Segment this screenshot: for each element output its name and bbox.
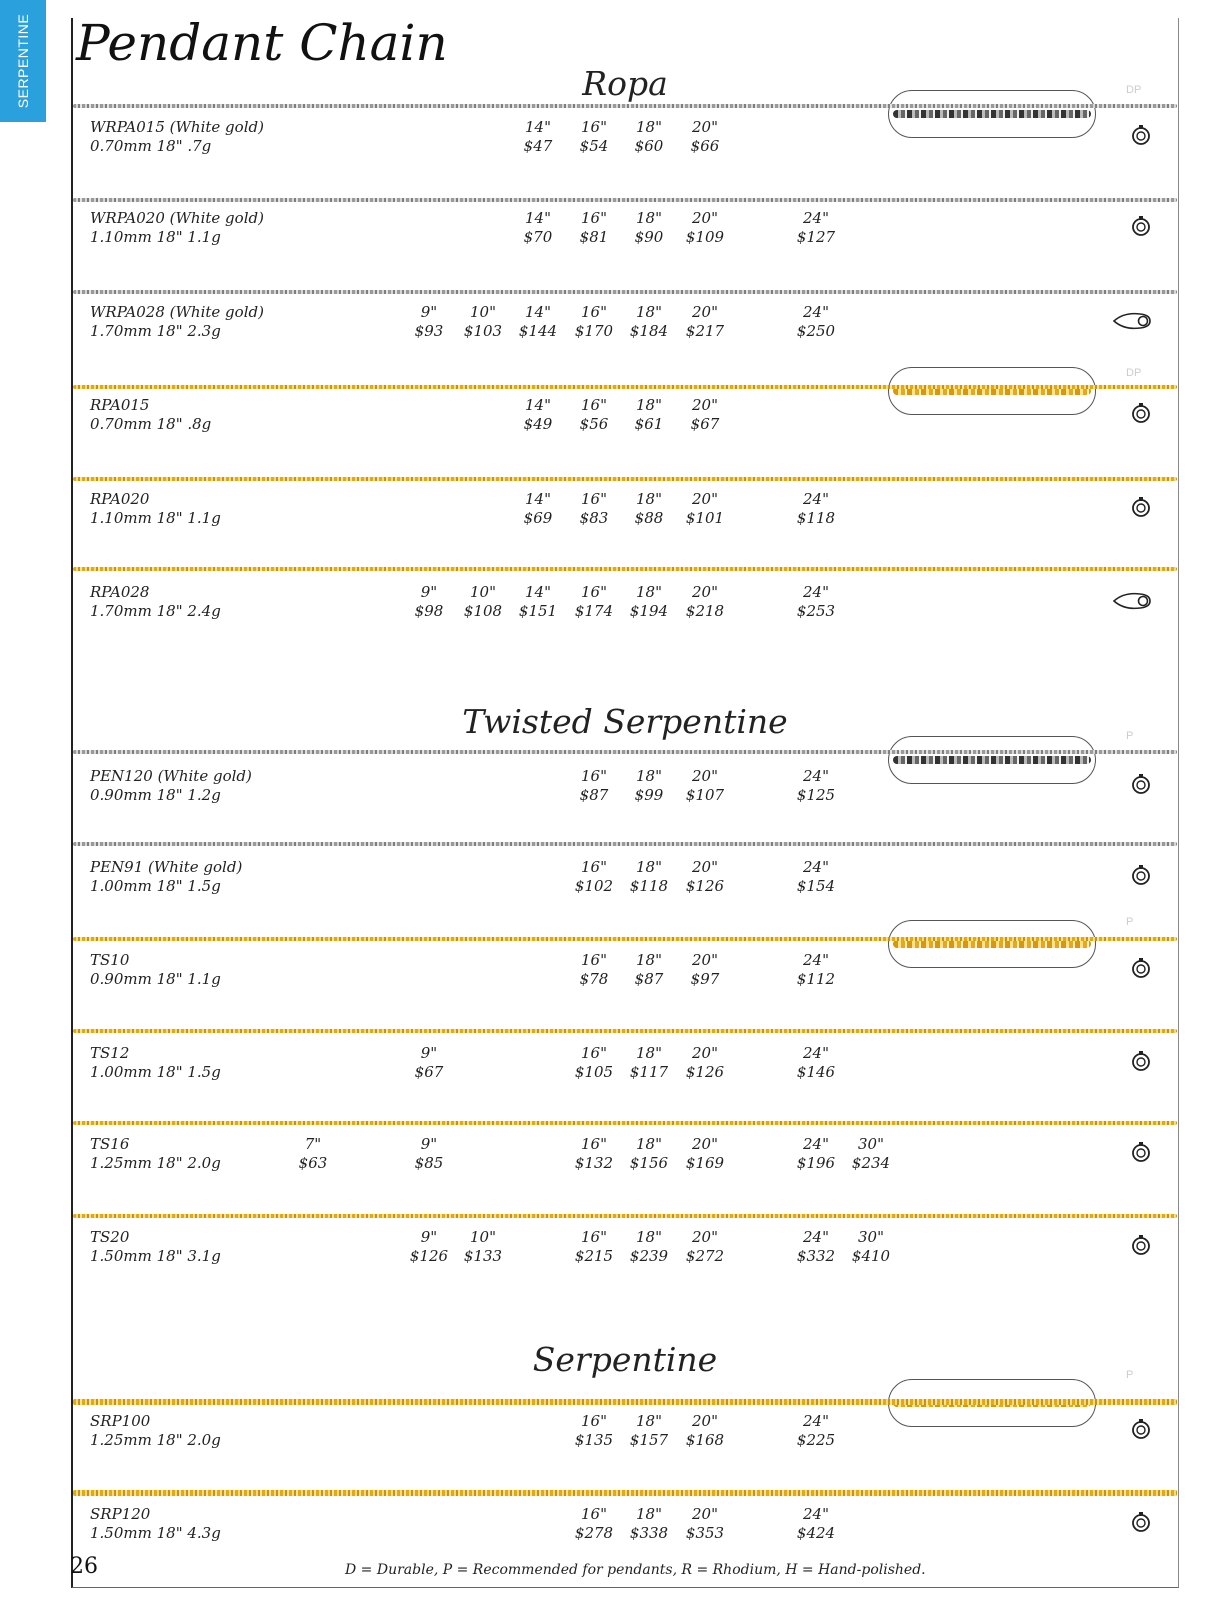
- length-label: 20": [692, 1044, 718, 1062]
- spring-ring-clasp-icon: [1130, 1511, 1152, 1533]
- price-value: $101: [685, 509, 725, 527]
- chain-line: [73, 1214, 1177, 1218]
- length-label: 9": [420, 1135, 438, 1153]
- price-value: $90: [634, 228, 664, 246]
- length-label: 18": [636, 951, 662, 969]
- length-label: 20": [692, 767, 718, 785]
- price-value: $67: [690, 415, 720, 433]
- item-code: RPA020: [90, 490, 150, 508]
- price-value: $117: [629, 1063, 669, 1081]
- price-value: $151: [518, 602, 558, 620]
- price-value: $47: [523, 137, 553, 155]
- price-value: $135: [574, 1431, 614, 1449]
- spring-ring-clasp-icon: [1130, 124, 1152, 146]
- length-label: 18": [636, 490, 662, 508]
- chain-line: [73, 1399, 1177, 1405]
- length-label: 24": [803, 1228, 829, 1246]
- length-label: 24": [803, 490, 829, 508]
- item-spec: 0.90mm 18" 1.2g: [90, 786, 221, 804]
- length-label: 10": [470, 583, 496, 601]
- price-value: $253: [796, 602, 836, 620]
- length-label: 18": [636, 858, 662, 876]
- price-value: $338: [629, 1524, 669, 1542]
- price-value: $105: [574, 1063, 614, 1081]
- length-label: 18": [636, 118, 662, 136]
- price-value: $215: [574, 1247, 614, 1265]
- length-label: 16": [581, 1135, 607, 1153]
- price-value: $83: [579, 509, 609, 527]
- length-label: 24": [803, 1505, 829, 1523]
- price-value: $93: [414, 322, 444, 340]
- length-label: 9": [420, 303, 438, 321]
- price-value: $184: [629, 322, 669, 340]
- length-label: 18": [636, 583, 662, 601]
- length-label: 18": [636, 1044, 662, 1062]
- price-value: $107: [685, 786, 725, 804]
- length-label: 9": [420, 1228, 438, 1246]
- price-value: $353: [685, 1524, 725, 1542]
- length-label: 14": [525, 490, 551, 508]
- item-code: TS10: [90, 951, 130, 969]
- spring-ring-clasp-icon: [1130, 1234, 1152, 1256]
- length-label: 24": [803, 1135, 829, 1153]
- item-spec: 1.50mm 18" 4.3g: [90, 1524, 221, 1542]
- length-label: 24": [803, 951, 829, 969]
- item-code: SRP120: [90, 1505, 151, 1523]
- price-value: $424: [796, 1524, 836, 1542]
- price-value: $85: [414, 1154, 444, 1172]
- chain-line: [73, 385, 1177, 389]
- length-label: 16": [581, 209, 607, 227]
- price-value: $118: [629, 877, 669, 895]
- length-label: 20": [692, 490, 718, 508]
- price-value: $54: [579, 137, 609, 155]
- length-label: 20": [692, 396, 718, 414]
- length-label: 7": [304, 1135, 322, 1153]
- spring-ring-clasp-icon: [1130, 1050, 1152, 1072]
- price-value: $234: [851, 1154, 891, 1172]
- length-label: 18": [636, 1412, 662, 1430]
- spring-ring-clasp-icon: [1130, 215, 1152, 237]
- price-value: $272: [685, 1247, 725, 1265]
- item-spec: 1.00mm 18" 1.5g: [90, 877, 221, 895]
- price-value: $103: [463, 322, 503, 340]
- price-value: $78: [579, 970, 609, 988]
- length-label: 20": [692, 951, 718, 969]
- length-label: 16": [581, 951, 607, 969]
- price-value: $60: [634, 137, 664, 155]
- item-spec: 1.10mm 18" 1.1g: [90, 228, 221, 246]
- chain-sample-twisted-gold: [888, 920, 1096, 968]
- length-label: 20": [692, 1505, 718, 1523]
- item-code: TS16: [90, 1135, 130, 1153]
- length-label: 14": [525, 303, 551, 321]
- length-label: 16": [581, 583, 607, 601]
- chain-line: [73, 477, 1177, 481]
- item-code: TS12: [90, 1044, 130, 1062]
- length-label: 16": [581, 1044, 607, 1062]
- length-label: 24": [803, 1044, 829, 1062]
- price-value: $118: [796, 509, 836, 527]
- length-label: 30": [858, 1228, 884, 1246]
- spring-ring-clasp-icon: [1130, 957, 1152, 979]
- spring-ring-clasp-icon: [1130, 496, 1152, 518]
- price-value: $225: [796, 1431, 836, 1449]
- length-label: 16": [581, 1412, 607, 1430]
- price-value: $49: [523, 415, 553, 433]
- length-label: 16": [581, 1505, 607, 1523]
- sample-code-label: DP: [1126, 84, 1142, 96]
- lobster-clasp-icon: [1110, 589, 1154, 611]
- price-value: $67: [414, 1063, 444, 1081]
- length-label: 16": [581, 396, 607, 414]
- price-value: $144: [518, 322, 558, 340]
- item-code: PEN91 (White gold): [90, 858, 243, 876]
- price-value: $66: [690, 137, 720, 155]
- chain-line: [73, 104, 1177, 108]
- length-label: 16": [581, 490, 607, 508]
- length-label: 24": [803, 583, 829, 601]
- spring-ring-clasp-icon: [1130, 1141, 1152, 1163]
- chain-line: [73, 290, 1177, 294]
- price-value: $169: [685, 1154, 725, 1172]
- price-value: $156: [629, 1154, 669, 1172]
- length-label: 20": [692, 118, 718, 136]
- price-value: $194: [629, 602, 669, 620]
- price-value: $174: [574, 602, 614, 620]
- price-value: $109: [685, 228, 725, 246]
- item-spec: 1.50mm 18" 3.1g: [90, 1247, 221, 1265]
- item-spec: 1.10mm 18" 1.1g: [90, 509, 221, 527]
- price-value: $99: [634, 786, 664, 804]
- price-value: $239: [629, 1247, 669, 1265]
- spring-ring-clasp-icon: [1130, 864, 1152, 886]
- price-value: $69: [523, 509, 553, 527]
- length-label: 20": [692, 303, 718, 321]
- item-code: SRP100: [90, 1412, 151, 1430]
- chain-line: [73, 1029, 1177, 1033]
- chain-sample-twisted-white: [888, 736, 1096, 784]
- price-value: $63: [298, 1154, 328, 1172]
- item-code: RPA015: [90, 396, 150, 414]
- length-label: 30": [858, 1135, 884, 1153]
- chain-line: [73, 198, 1177, 202]
- length-label: 16": [581, 118, 607, 136]
- price-value: $196: [796, 1154, 836, 1172]
- price-value: $97: [690, 970, 720, 988]
- length-label: 16": [581, 767, 607, 785]
- price-value: $133: [463, 1247, 503, 1265]
- length-label: 24": [803, 1412, 829, 1430]
- price-value: $108: [463, 602, 503, 620]
- price-value: $126: [685, 877, 725, 895]
- item-code: WRPA020 (White gold): [90, 209, 264, 227]
- price-value: $332: [796, 1247, 836, 1265]
- item-spec: 0.70mm 18" .8g: [90, 415, 212, 433]
- price-value: $410: [851, 1247, 891, 1265]
- length-label: 20": [692, 1135, 718, 1153]
- section-heading-serpentine: Serpentine: [532, 1340, 718, 1379]
- price-value: $168: [685, 1431, 725, 1449]
- page-number: 26: [70, 1554, 98, 1579]
- length-label: 14": [525, 396, 551, 414]
- item-spec: 0.70mm 18" .7g: [90, 137, 212, 155]
- length-label: 9": [420, 583, 438, 601]
- price-value: $98: [414, 602, 444, 620]
- length-label: 20": [692, 209, 718, 227]
- spring-ring-clasp-icon: [1130, 773, 1152, 795]
- sample-code-label: P: [1126, 730, 1134, 742]
- price-value: $132: [574, 1154, 614, 1172]
- item-code: PEN120 (White gold): [90, 767, 252, 785]
- length-label: 24": [803, 767, 829, 785]
- length-label: 24": [803, 858, 829, 876]
- length-label: 18": [636, 1228, 662, 1246]
- page-title: Pendant Chain: [76, 14, 448, 72]
- length-label: 16": [581, 303, 607, 321]
- price-value: $154: [796, 877, 836, 895]
- section-heading-twisted-serpentine: Twisted Serpentine: [462, 702, 788, 741]
- length-label: 24": [803, 209, 829, 227]
- chain-line: [73, 567, 1177, 571]
- spring-ring-clasp-icon: [1130, 1418, 1152, 1440]
- price-value: $126: [409, 1247, 449, 1265]
- item-spec: 1.70mm 18" 2.4g: [90, 602, 221, 620]
- price-value: $218: [685, 602, 725, 620]
- price-value: $125: [796, 786, 836, 804]
- length-label: 18": [636, 303, 662, 321]
- item-spec: 1.70mm 18" 2.3g: [90, 322, 221, 340]
- item-spec: 1.25mm 18" 2.0g: [90, 1154, 221, 1172]
- price-value: $87: [634, 970, 664, 988]
- length-label: 16": [581, 858, 607, 876]
- sample-code-label: DP: [1126, 367, 1142, 379]
- length-label: 9": [420, 1044, 438, 1062]
- chain-line: [73, 1490, 1177, 1496]
- sample-code-label: P: [1126, 916, 1134, 928]
- price-value: $170: [574, 322, 614, 340]
- price-value: $126: [685, 1063, 725, 1081]
- length-label: 20": [692, 1412, 718, 1430]
- item-code: RPA028: [90, 583, 150, 601]
- chain-sample-ropa-gold: [888, 367, 1096, 415]
- price-value: $112: [796, 970, 836, 988]
- length-label: 18": [636, 1505, 662, 1523]
- section-heading-ropa: Ropa: [582, 64, 668, 103]
- length-label: 14": [525, 209, 551, 227]
- length-label: 14": [525, 118, 551, 136]
- price-value: $56: [579, 415, 609, 433]
- side-tab-label: SERPENTINE: [15, 13, 31, 109]
- chain-line: [73, 750, 1177, 754]
- item-spec: 1.00mm 18" 1.5g: [90, 1063, 221, 1081]
- price-value: $217: [685, 322, 725, 340]
- length-label: 14": [525, 583, 551, 601]
- chain-line: [73, 937, 1177, 941]
- chain-line: [73, 842, 1177, 846]
- length-label: 16": [581, 1228, 607, 1246]
- length-label: 24": [803, 303, 829, 321]
- side-tab: [0, 0, 46, 122]
- item-code: WRPA028 (White gold): [90, 303, 264, 321]
- length-label: 10": [470, 303, 496, 321]
- length-label: 20": [692, 583, 718, 601]
- price-value: $70: [523, 228, 553, 246]
- chain-line: [73, 1121, 1177, 1125]
- length-label: 20": [692, 1228, 718, 1246]
- item-spec: 1.25mm 18" 2.0g: [90, 1431, 221, 1449]
- price-value: $146: [796, 1063, 836, 1081]
- price-value: $61: [634, 415, 664, 433]
- spring-ring-clasp-icon: [1130, 402, 1152, 424]
- item-code: WRPA015 (White gold): [90, 118, 264, 136]
- length-label: 18": [636, 1135, 662, 1153]
- length-label: 10": [470, 1228, 496, 1246]
- length-label: 18": [636, 396, 662, 414]
- length-label: 18": [636, 767, 662, 785]
- length-label: 18": [636, 209, 662, 227]
- sample-code-label: P: [1126, 1369, 1134, 1381]
- lobster-clasp-icon: [1110, 309, 1154, 331]
- price-value: $250: [796, 322, 836, 340]
- chain-sample-ropa-white: [888, 90, 1096, 138]
- price-value: $81: [579, 228, 609, 246]
- price-value: $88: [634, 509, 664, 527]
- price-value: $87: [579, 786, 609, 804]
- price-value: $102: [574, 877, 614, 895]
- price-value: $127: [796, 228, 836, 246]
- price-value: $278: [574, 1524, 614, 1542]
- price-value: $157: [629, 1431, 669, 1449]
- item-code: TS20: [90, 1228, 130, 1246]
- footnote: D = Durable, P = Recommended for pendants, R = Rhodium, H = Hand-polished.: [345, 1562, 926, 1578]
- length-label: 20": [692, 858, 718, 876]
- item-spec: 0.90mm 18" 1.1g: [90, 970, 221, 988]
